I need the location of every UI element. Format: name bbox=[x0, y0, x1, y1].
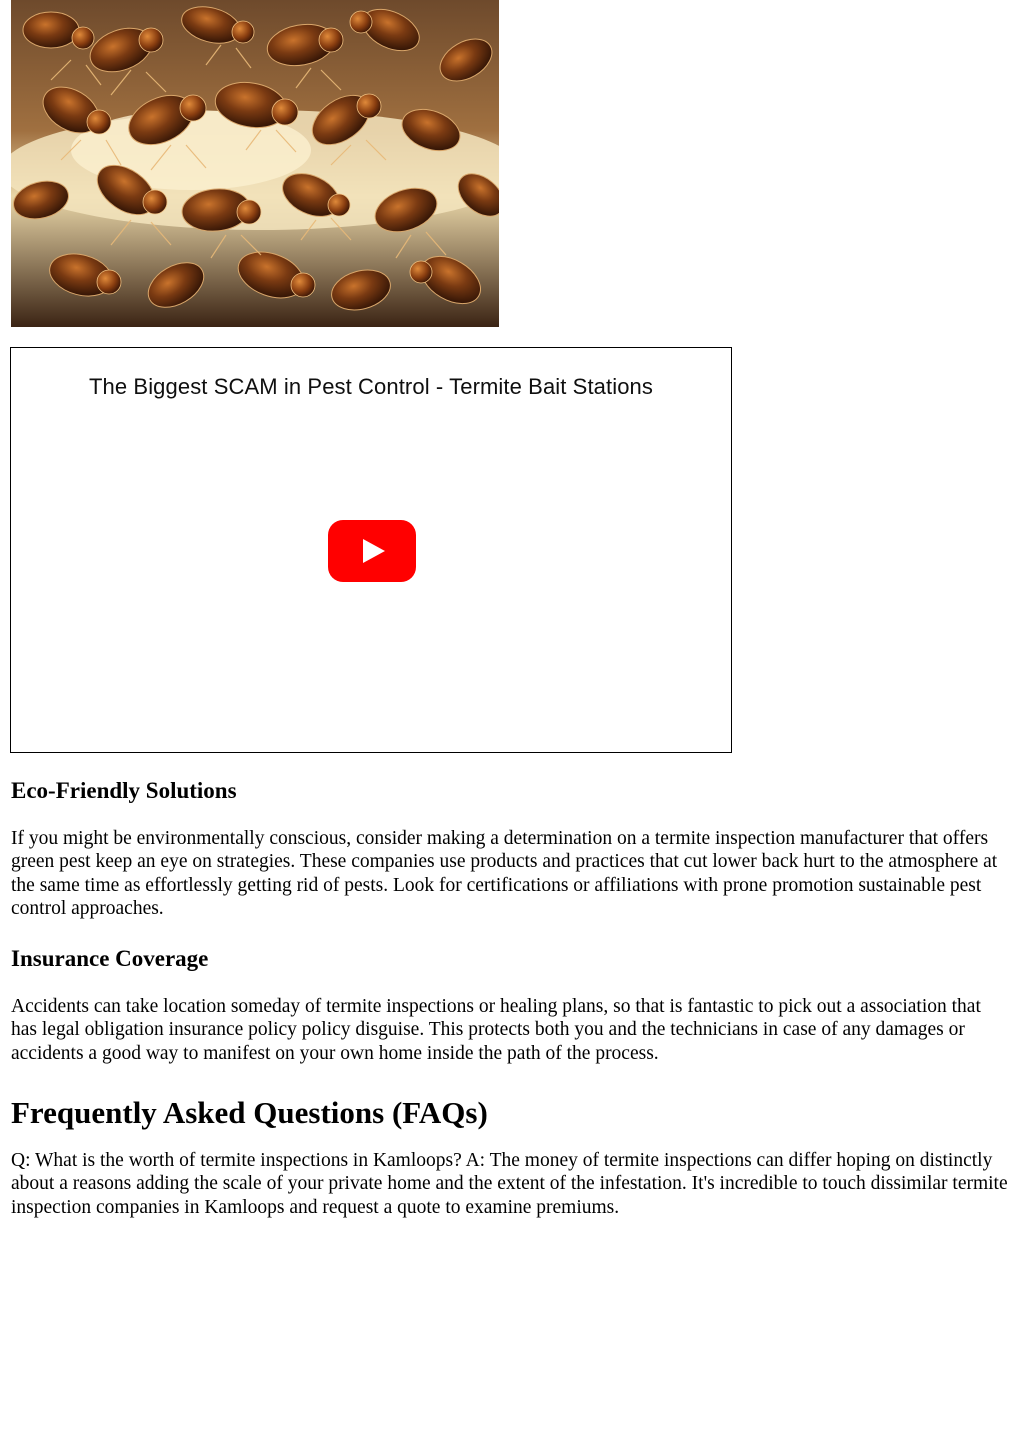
faq-heading: Frequently Asked Questions (FAQs) bbox=[11, 1095, 488, 1131]
article-body bbox=[11, 776, 1011, 1219]
insurance-paragraph: Accidents can take location someday of termite inspections or healing plans, so that is fantastic to pick out a association that has legal obligation insurance policy policy disguise. This protects both you and the technicians in case of any damages or accidents a good way to manifest on your own home inside the path of the process. bbox=[11, 996, 981, 1064]
eco-friendly-paragraph: If you might be environmentally conscious, consider making a determination on a termite inspection manufacturer that offers green pest keep an eye on strategies. These companies use products and practices that cut lower back hurt to the atmosphere at the same time as effortlessly getting rid of pests. Look for certifications or affiliations with prone promotion sustainable pest control approaches. bbox=[11, 828, 998, 919]
video-title[interactable]: The Biggest SCAM in Pest Control - Termite Bait Stations bbox=[89, 374, 653, 399]
play-button[interactable] bbox=[328, 520, 416, 582]
youtube-embed[interactable] bbox=[10, 347, 732, 753]
eco-friendly-heading: Eco-Friendly Solutions bbox=[11, 778, 237, 803]
termite-photo bbox=[11, 0, 499, 327]
termite-colony-image bbox=[11, 0, 499, 327]
insurance-heading: Insurance Coverage bbox=[11, 946, 209, 972]
faq-paragraph: Q: What is the worth of termite inspections in Kamloops? A: The money of termite inspections can differ hoping on distinctly about a reasons adding the scale of your private home and the extent of the infestation. It's incredible to touch dissimilar termite inspection companies in Kamloops and request a quote to examine premiums. bbox=[11, 1150, 1008, 1218]
youtube-play-icon[interactable] bbox=[328, 520, 416, 582]
